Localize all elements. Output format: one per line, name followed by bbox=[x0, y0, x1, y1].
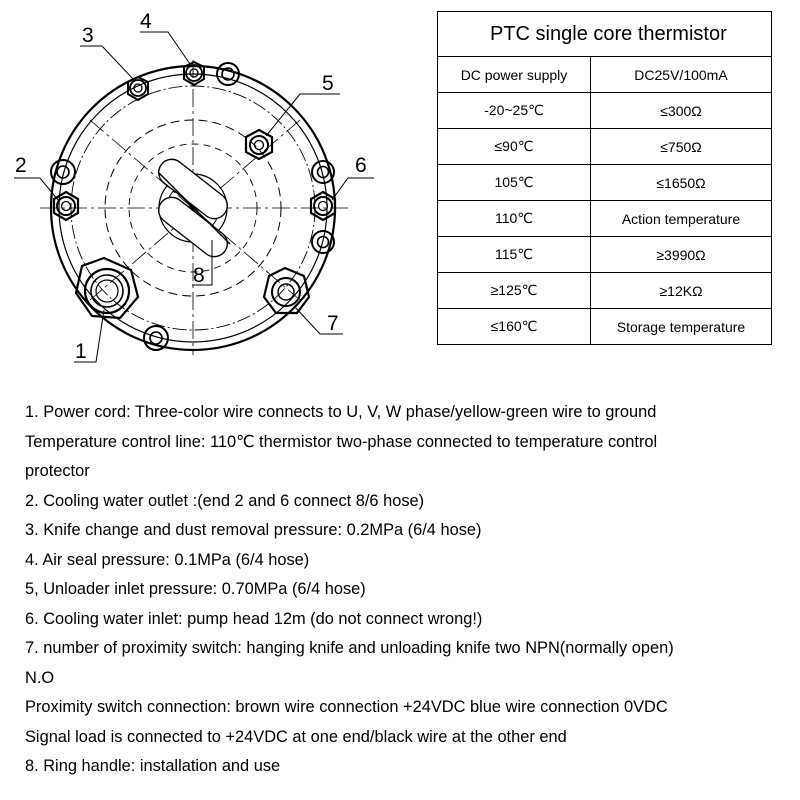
callout-4: 4 bbox=[140, 10, 152, 33]
table-row bbox=[438, 201, 772, 237]
table-row bbox=[438, 57, 772, 93]
table-row bbox=[438, 273, 772, 309]
table-cell: 110℃ bbox=[438, 201, 591, 237]
note-line: protector bbox=[25, 462, 90, 480]
table-cell: ≤300Ω bbox=[591, 93, 772, 129]
table-cell: -20~25℃ bbox=[438, 93, 591, 129]
table-cell: ≤160℃ bbox=[438, 309, 591, 345]
callout-2: 2 bbox=[15, 154, 27, 177]
note-line: 4. Air seal pressure: 0.1MPa (6/4 hose) bbox=[25, 550, 310, 569]
table-row bbox=[438, 237, 772, 273]
note-line: 6. Cooling water inlet: pump head 12m (do not connect wrong!) bbox=[25, 609, 483, 628]
table-cell: ≤750Ω bbox=[591, 129, 772, 165]
fitting-5-unloader-inlet bbox=[246, 130, 272, 159]
note-line: 3. Knife change and dust removal pressure: 0.2MPa (6/4 hose) bbox=[25, 521, 482, 539]
fitting-bottom-plug bbox=[144, 326, 168, 350]
note-line: Signal load is connected to +24VDC at one end/black wire at the other end bbox=[25, 727, 567, 746]
table-cell: 105℃ bbox=[438, 165, 591, 201]
callout-3: 3 bbox=[82, 24, 94, 47]
note-line: 1. Power cord: Three-color wire connects to U, V, W phase/yellow-green wire to ground bbox=[25, 403, 657, 421]
callout-1: 1 bbox=[75, 340, 87, 363]
fitting-3-dust-removal bbox=[128, 77, 148, 100]
table-cell: Storage temperature bbox=[591, 309, 772, 345]
callout-8: 8 bbox=[193, 264, 205, 287]
table-row bbox=[438, 165, 772, 201]
note-line: 2. Cooling water outlet :(end 2 and 6 connect 8/6 hose) bbox=[25, 491, 425, 510]
table-cell: Action temperature bbox=[591, 201, 772, 237]
table-row bbox=[438, 93, 772, 129]
note-line: 5, Unloader inlet pressure: 0.70MPa (6/4 hose) bbox=[25, 580, 366, 598]
table-cell: ≥12KΩ bbox=[591, 273, 772, 309]
callout-5: 5 bbox=[322, 72, 334, 95]
note-line: Proximity switch connection: brown wire connection +24VDC blue wire connection 0VDC bbox=[25, 698, 668, 716]
callout-7: 7 bbox=[327, 312, 339, 335]
callout-6: 6 bbox=[355, 154, 367, 177]
legend-notes bbox=[25, 398, 795, 782]
table-cell: ≤90℃ bbox=[438, 129, 591, 165]
spindle-end-view-diagram bbox=[0, 0, 430, 380]
note-line: 8. Ring handle: installation and use bbox=[25, 757, 281, 775]
note-line: N.O bbox=[25, 668, 55, 687]
table-cell: DC25V/100mA bbox=[591, 57, 772, 93]
table-row bbox=[438, 129, 772, 165]
note-line: Temperature control line: 110℃ thermistor two-phase connected to temperature control bbox=[25, 432, 658, 451]
table-cell: ≤1650Ω bbox=[591, 165, 772, 201]
ptc-thermistor-table bbox=[437, 11, 772, 345]
table-cell: DC power supply bbox=[438, 57, 591, 93]
table-row bbox=[438, 309, 772, 345]
note-line: 7. number of proximity switch: hanging knife and unloading knife two NPN(normally open) bbox=[25, 639, 674, 657]
table-cell: 115℃ bbox=[438, 237, 591, 273]
table-cell: ≥3990Ω bbox=[591, 237, 772, 273]
table-cell: ≥125℃ bbox=[438, 273, 591, 309]
fitting-7-proximity-switch bbox=[264, 268, 309, 313]
table-title: PTC single core thermistor bbox=[438, 12, 772, 57]
